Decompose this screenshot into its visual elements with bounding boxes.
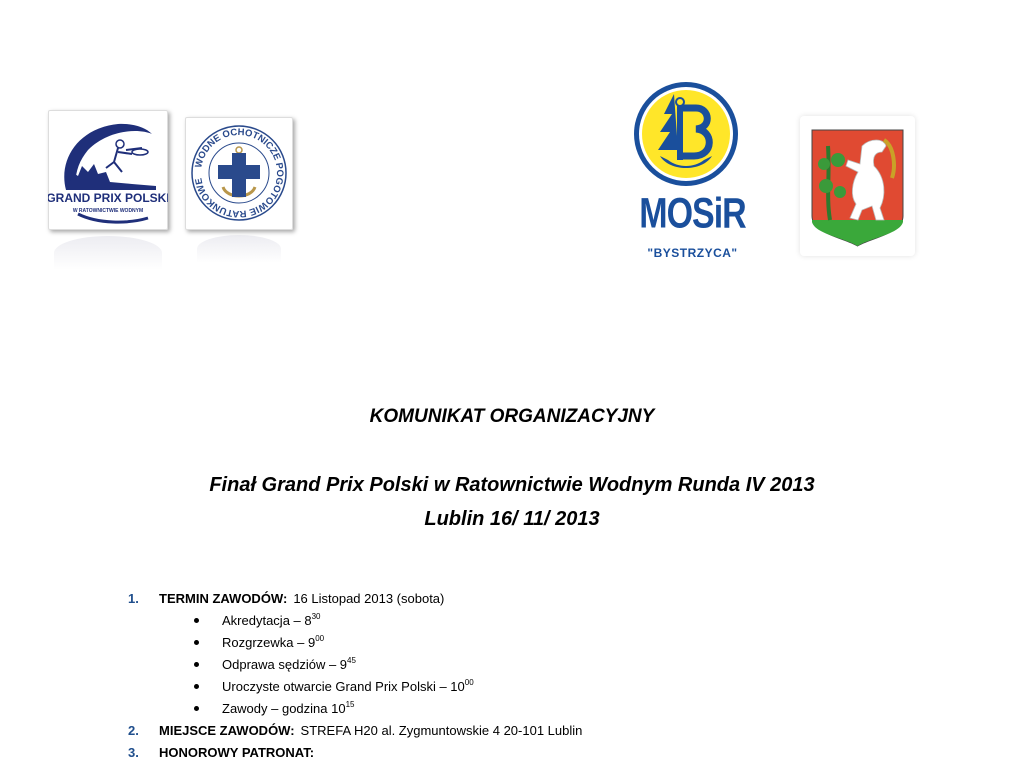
document-heading: KOMUNIKAT ORGANIZACYJNY <box>369 406 655 427</box>
grand-prix-polski-logo <box>48 110 168 230</box>
bullet-icon <box>194 684 199 689</box>
schedule-item <box>128 698 928 720</box>
section-label: MIEJSCE ZAWODÓW: <box>159 723 295 738</box>
mosir-subtitle: "BYSTRZYCA" <box>647 246 738 260</box>
svg-text:WODNE OCHOTNICZE POGOTOWIE RAT: WODNE OCHOTNICZE POGOTOWIE RATUNKOWE <box>193 126 286 220</box>
schedule-item <box>128 676 928 698</box>
schedule-item-text: Zawody – godzina 10 <box>222 701 346 716</box>
goat-shield-icon <box>800 116 915 256</box>
schedule-item-text: Uroczyste otwarcie Grand Prix Polski – 10 <box>222 679 465 694</box>
schedule-item-minutes: 00 <box>315 634 325 643</box>
logo-reflection <box>197 235 281 263</box>
section-patronat <box>128 742 928 764</box>
section-miejsce <box>128 720 928 742</box>
section-label: TERMIN ZAWODÓW: <box>159 591 288 606</box>
bullet-icon <box>194 706 199 711</box>
mosir-bystrzyca-logo <box>630 80 755 270</box>
bullet-icon <box>194 640 199 645</box>
wave-swimmer-icon <box>48 110 168 230</box>
svg-text:W RATOWNICTWIE WODNYM: W RATOWNICTWIE WODNYM <box>72 208 144 214</box>
section-termin <box>128 588 928 610</box>
wopr-logo <box>185 117 293 230</box>
mosir-emblem-icon <box>630 80 755 190</box>
event-location-date: Lublin 16/ 11/ 2013 <box>424 508 600 530</box>
section-number: 1. <box>128 591 139 606</box>
schedule-item-minutes: 00 <box>464 678 474 687</box>
section-label: HONOROWY PATRONAT: <box>159 745 315 760</box>
schedule-item-text: Rozgrzewka – 9 <box>222 635 316 650</box>
lublin-coat-of-arms <box>800 116 915 256</box>
bullet-icon <box>194 662 199 667</box>
mosir-name: MOSiR <box>639 190 746 238</box>
section-number: 3. <box>128 745 139 760</box>
logo-reflection <box>54 236 162 270</box>
schedule-item <box>128 610 928 632</box>
schedule-item-minutes: 45 <box>347 656 356 665</box>
section-number: 2. <box>128 723 139 738</box>
info-list <box>128 588 928 764</box>
schedule-item-minutes: 15 <box>345 700 355 709</box>
schedule-item-minutes: 30 <box>311 612 321 621</box>
schedule-item <box>128 632 928 654</box>
section-value: 16 Listopad 2013 (sobota) <box>293 591 445 606</box>
cross-anchor-icon <box>185 117 293 230</box>
schedule-item-text: Odprawa sędziów – 9 <box>222 657 348 672</box>
event-title: Finał Grand Prix Polski w Ratownictwie Wodnym Runda IV 2013 <box>209 474 815 496</box>
svg-text:GRAND PRIX POLSKI: GRAND PRIX POLSKI <box>48 191 168 205</box>
schedule-item <box>128 654 928 676</box>
schedule-item-text: Akredytacja – 8 <box>222 613 312 628</box>
bullet-icon <box>194 618 199 623</box>
section-value: STREFA H20 al. Zygmuntowskie 4 20-101 Lublin <box>300 723 583 738</box>
